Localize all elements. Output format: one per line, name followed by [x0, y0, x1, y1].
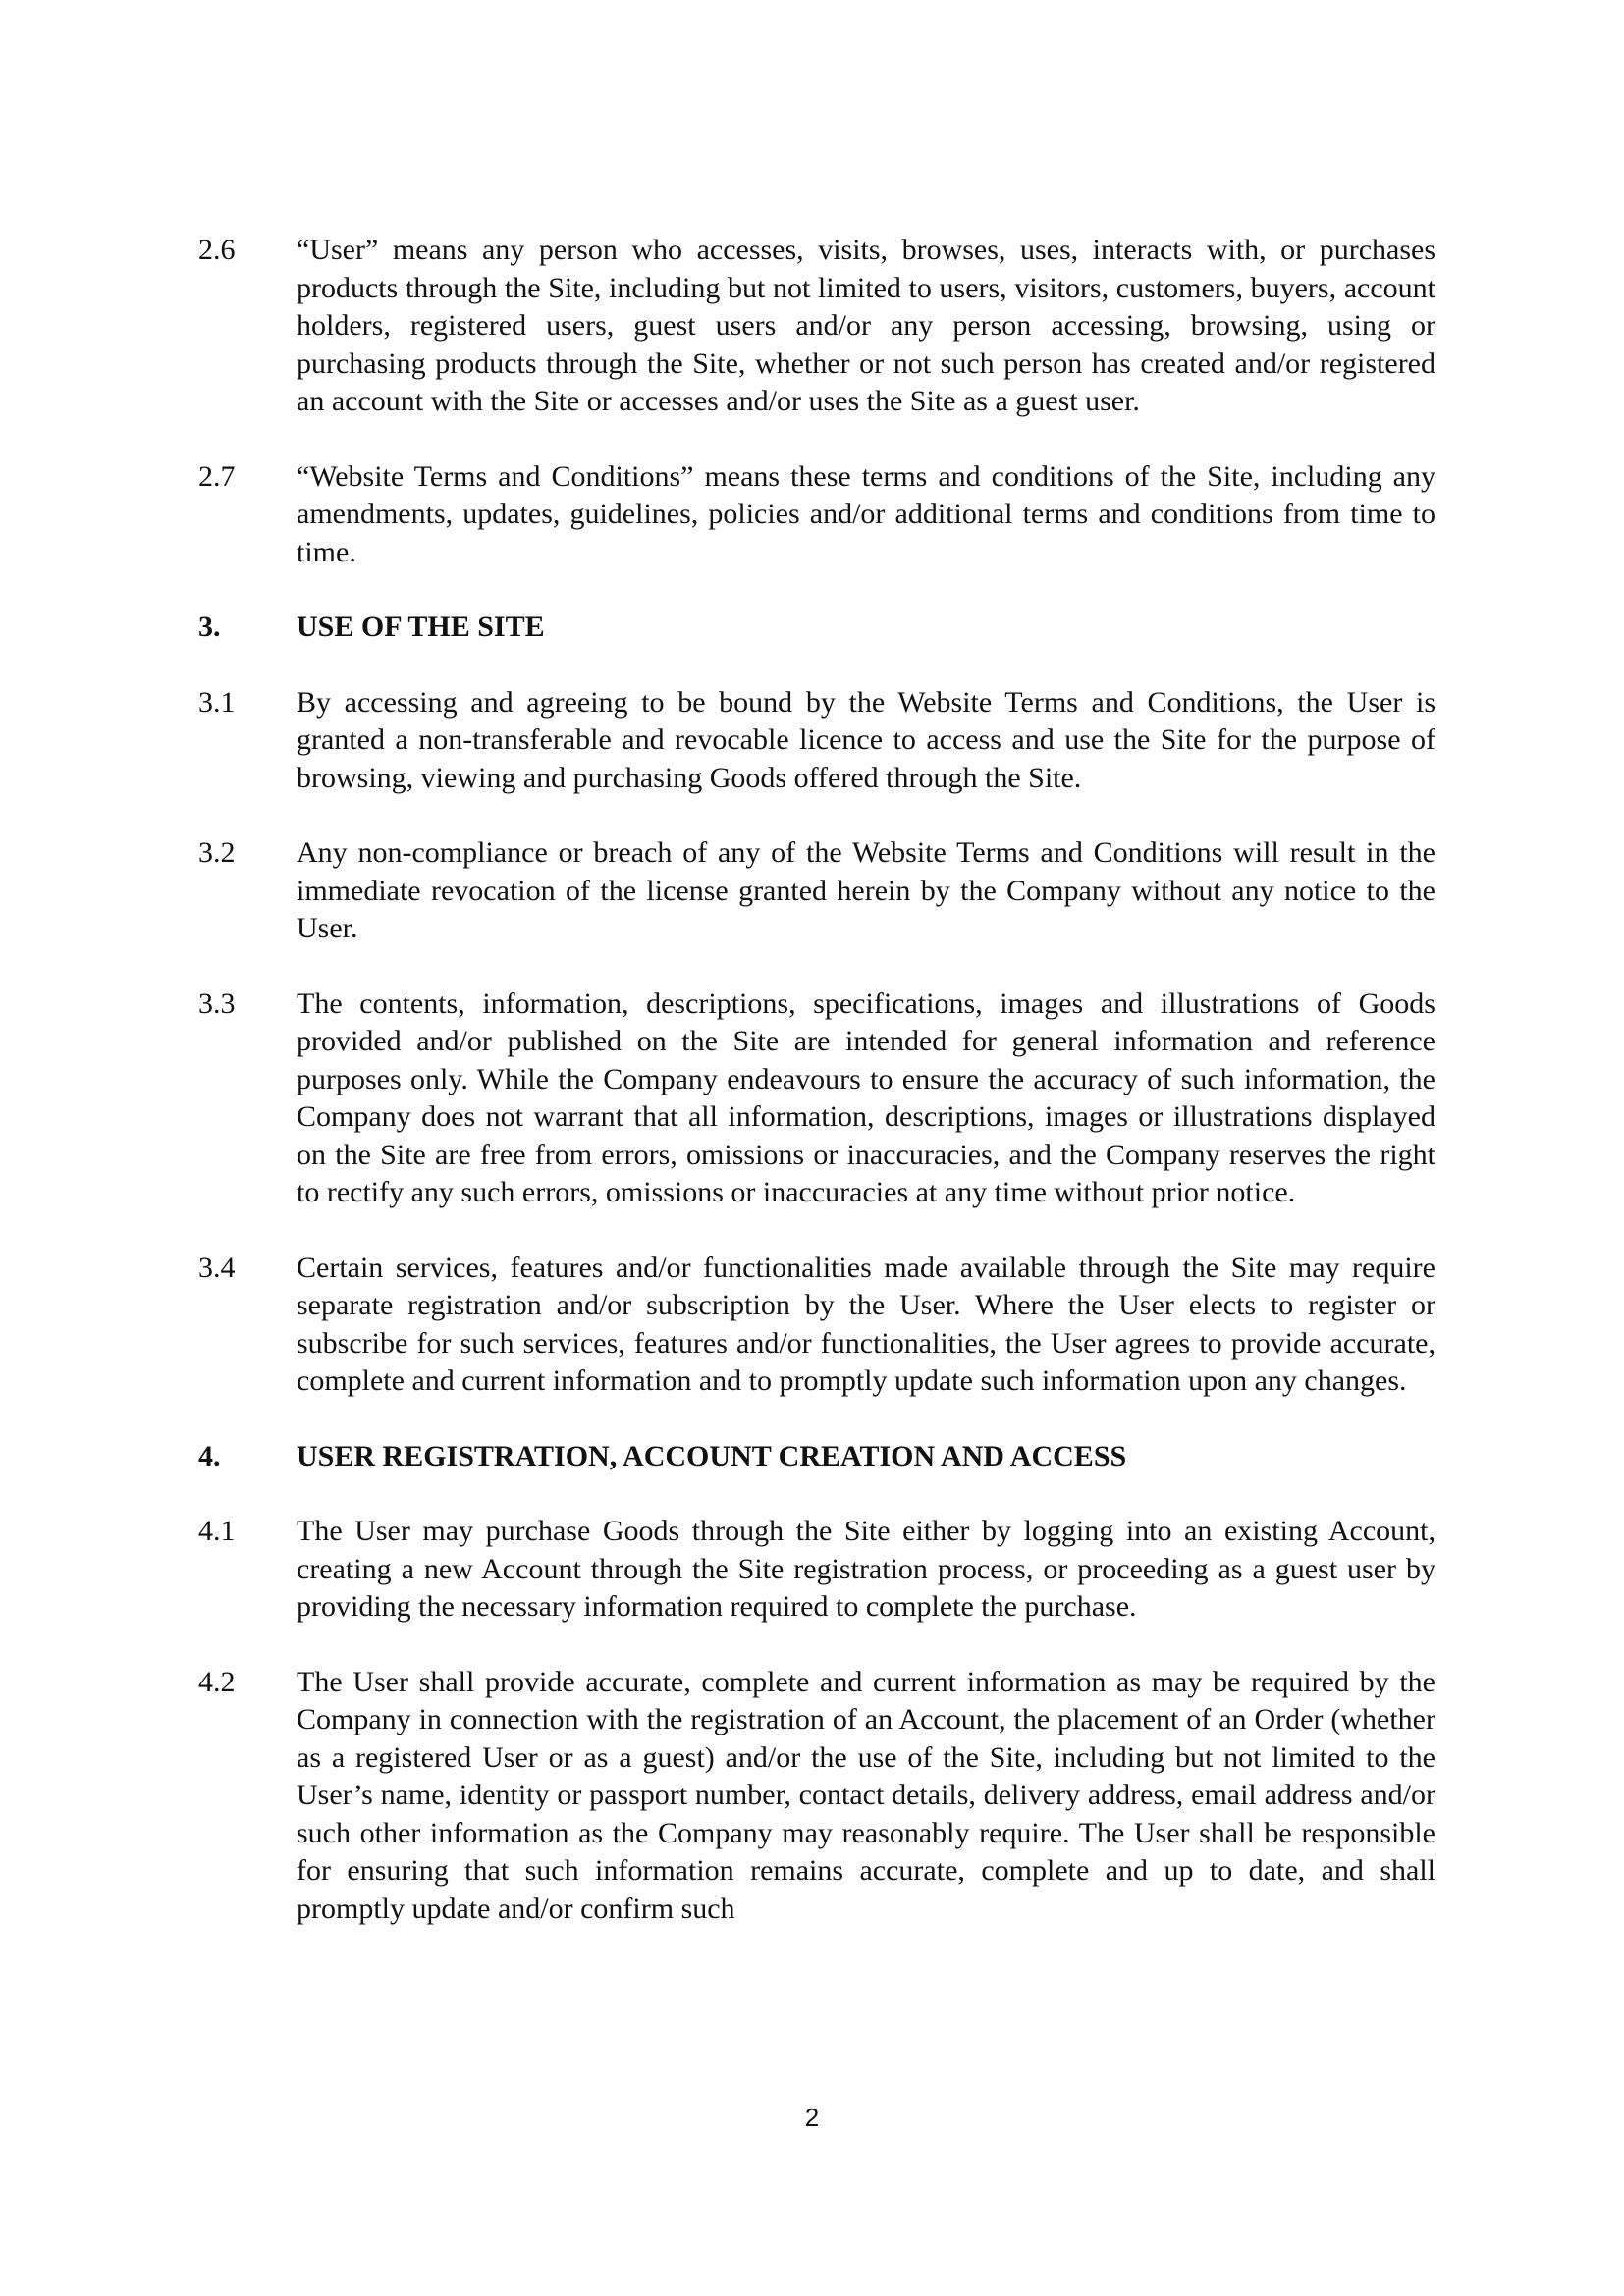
page-number: 2	[804, 2103, 820, 2132]
clause-text: The User shall provide accurate, complete and current information as may be required by the Company in connection with the registration of an Account, the placement of an Order (whether as a registered User or as a guest) and/or the use of the Site, including but not limited to the User’s name, identity or passport number, contact details, delivery address, email address and/or such other information as the Company may reasonably require. The User shall be responsible for ensuring that such information remains accurate, complete and up to date, and shall promptly update and/or confirm such	[297, 1665, 1435, 1925]
clause-3-4	[198, 1250, 1435, 1401]
clause-number: 3.2	[198, 836, 236, 869]
clause-3-3	[198, 986, 1435, 1212]
clause-text: The User may purchase Goods through the Site either by logging into an existing Account, creating a new Account through the Site registration process, or proceeding as a guest user by providing the necessary information required to complete the purchase.	[297, 1515, 1435, 1623]
section-heading-3	[198, 609, 1435, 647]
clause-text: By accessing and agreeing to be bound by the Website Terms and Conditions, the User is granted a non-transferable and revocable licence to access and use the Site for the purpose of browsing, viewing and purchasing Goods offered through the Site.	[297, 685, 1435, 794]
clause-number: 4.2	[198, 1665, 236, 1698]
clause-text: “Website Terms and Conditions” means these terms and conditions of the Site, including any amendments, updates, guidelines, policies and/or additional terms and conditions from time to time.	[297, 459, 1435, 568]
clause-3-1	[198, 684, 1435, 798]
clause-2-6	[198, 232, 1435, 421]
clause-4-2	[198, 1664, 1435, 1929]
clause-number: 3.1	[198, 685, 236, 719]
document-body	[198, 232, 1435, 1928]
section-number: 3.	[198, 611, 221, 643]
section-number: 4.	[198, 1439, 221, 1472]
clause-number: 4.1	[198, 1515, 236, 1547]
clause-text: Certain services, features and/or functionalities made available through the Site may require separate registration and/or subscription by the User. Where the User elects to register or subscribe for such services, features and/or functionalities, the User agrees to provide accurate, complete and current information and to promptly update such information upon any changes.	[297, 1251, 1435, 1397]
clause-text: “User” means any person who accesses, visits, browses, uses, interacts with, or purchases products through the Site, including but not limited to users, visitors, customers, buyers, account holders, registered users, guest users and/or any person accessing, browsing, using or purchasing products through the Site, whether or not such person has created and/or registered an account with the Site or accesses and/or uses the Site as a guest user.	[297, 234, 1435, 417]
clause-4-1	[198, 1513, 1435, 1627]
clause-text: Any non-compliance or breach of any of the Website Terms and Conditions will result in the immediate revocation of the license granted herein by the Company without any notice to the User.	[297, 836, 1435, 944]
section-title: USER REGISTRATION, ACCOUNT CREATION AND ACCESS	[297, 1439, 1127, 1472]
clause-number: 3.4	[198, 1251, 236, 1284]
section-title: USE OF THE SITE	[297, 611, 545, 643]
clause-number: 2.7	[198, 459, 236, 493]
clause-number: 3.3	[198, 987, 236, 1020]
clause-3-2	[198, 834, 1435, 948]
section-heading-4	[198, 1438, 1435, 1476]
clause-text: The contents, information, descriptions, specifications, images and illustrations of Goods provided and/or published on the Site are intended for general information and reference purposes only. While the Company endeavours to ensure the accuracy of such information, the Company does not warrant that all information, descriptions, images or illustrations displayed on the Site are free from errors, omissions or inaccuracies, and the Company reserves the right to rectify any such errors, omissions or inaccuracies at any time without prior notice.	[297, 987, 1435, 1208]
clause-2-7	[198, 458, 1435, 572]
clause-number: 2.6	[198, 234, 236, 266]
